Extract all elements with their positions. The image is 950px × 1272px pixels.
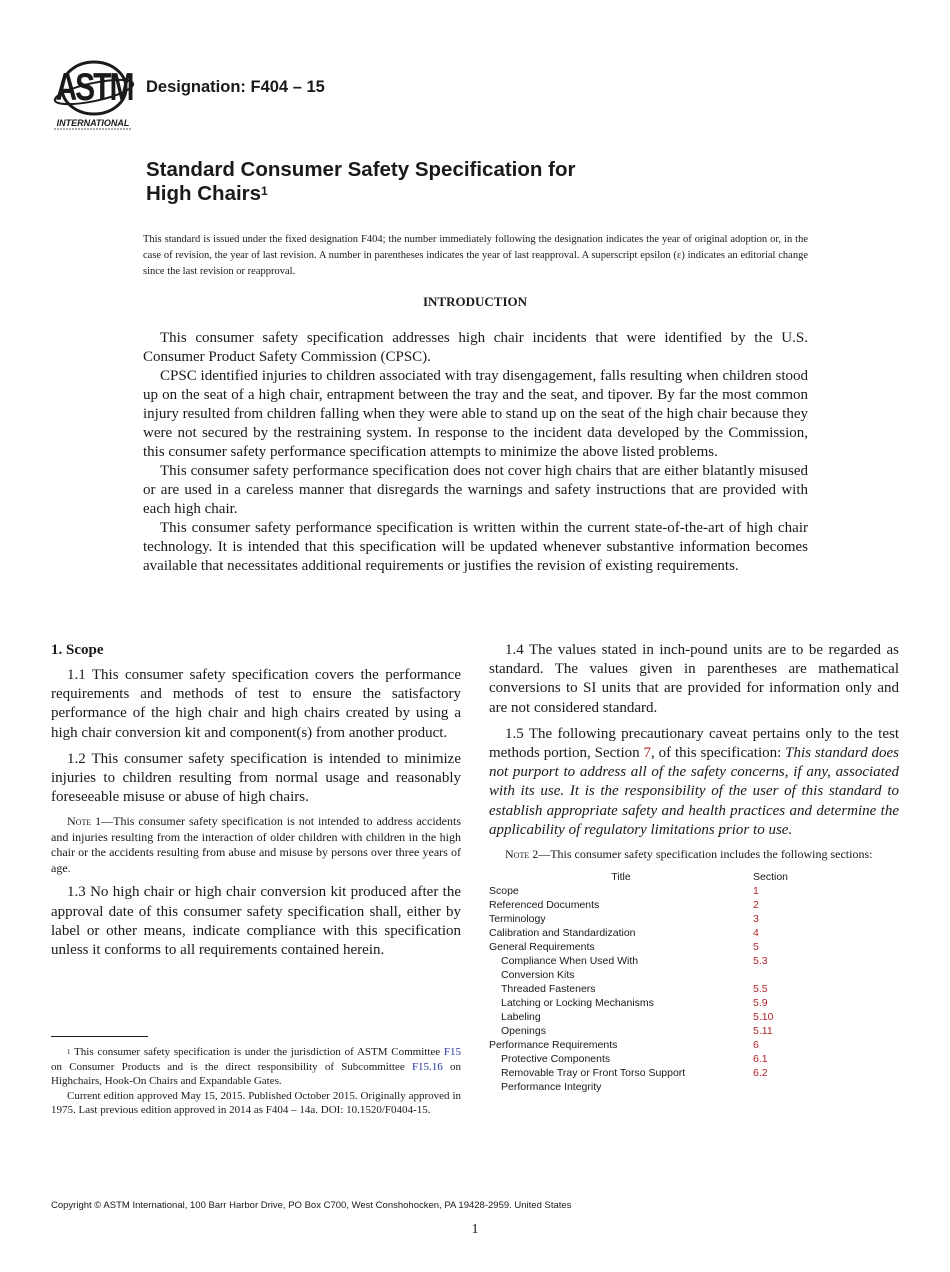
paragraph-1-1: 1.1 This consumer safety specification covers the performance requirements and methods of test to ensure the satisfactory performance of the high chair and high chairs created by using a high chair conversion kit and component(s) from another product.: [51, 667, 461, 741]
section-7-link[interactable]: 7: [643, 745, 651, 762]
section-link[interactable]: 5.11: [753, 1024, 773, 1037]
section-link[interactable]: 6.2: [753, 1066, 768, 1079]
introduction-body: [143, 329, 808, 576]
svg-text:INTERNATIONAL: INTERNATIONAL: [56, 118, 130, 128]
table-row: Performance Integrity: [501, 1080, 602, 1093]
table-row: Performance Requirements 6: [489, 1038, 759, 1051]
table-row: Latching or Locking Mechanisms 5.9: [501, 996, 768, 1009]
table-row: Protective Components 6.1: [501, 1052, 768, 1065]
title-footnote-marker[interactable]: 1: [261, 184, 268, 198]
table-row: Compliance When Used With 5.3: [501, 954, 768, 967]
table-row: Threaded Fasteners 5.5: [501, 982, 768, 995]
paragraph-1-3: 1.3 No high chair or high chair conversion kit produced after the approval date of this consumer safety specification shall, either by label or other means, indicate compliance with this specification unless it conforms to all requirements contained herein.: [51, 884, 461, 959]
svg-text:ASTM: ASTM: [55, 66, 133, 110]
footnote-divider: [51, 1036, 148, 1037]
table-row: Labeling 5.10: [501, 1010, 774, 1023]
section-link[interactable]: 6: [753, 1038, 759, 1051]
intro-paragraph: This consumer safety performance specification is written within the current state-of-the-art of high chair technology. It is intended that this specification will be updated whenever substantive information becomes available that necessitates additional requirements or justifies the revision of existing requirements.: [143, 520, 808, 574]
astm-logo: [50, 56, 136, 132]
note-2-label: Note 2: [505, 847, 539, 862]
intro-paragraph: This consumer safety performance specification does not cover high chairs that are either blatantly misused or are used in a careless manner that disregards the warnings and safety instructions that are provided with each high chair.: [143, 463, 808, 517]
safety-caveat: This standard does not purport to address all of the safety concerns, if any, associated with its use. It is the responsibility of the user of this standard to establish appropriate safety and health practices and determine the applicability of regulatory limitations prior to use.: [489, 745, 899, 838]
note-1-label: Note 1: [67, 814, 102, 829]
note-1: [51, 814, 461, 876]
page-number: 1: [471, 1222, 479, 1237]
section-heading-scope: 1. Scope: [51, 642, 104, 658]
copyright-notice: Copyright © ASTM International, 100 Barr Harbor Drive, PO Box C700, West Conshohocken, PA 19428-2959. United States: [51, 1200, 572, 1211]
astm-logo-icon: [50, 56, 136, 132]
introduction-heading: INTRODUCTION: [422, 294, 527, 309]
issuance-note: This standard is issued under the fixed designation F404; the number immediately following the designation indicates the year of original adoption or, in the case of revision, the year of last revision. A number in parentheses indicates the year of last reapproval. A superscript epsilon (ε) indicates an editorial change since the last revision or reapproval.: [143, 234, 808, 277]
note-2-text: —This consumer safety specification includes the following sections:: [538, 847, 873, 862]
section-link[interactable]: 2: [753, 898, 759, 911]
section-link[interactable]: 5.3: [753, 954, 768, 967]
paragraph-1-2: 1.2 This consumer safety specification is intended to minimize injuries to children resulting from normal usage and reasonably foreseeable misuse or abuse of high chairs.: [51, 750, 461, 806]
footnotes: [51, 1045, 461, 1118]
footnote-marker: 1: [67, 1048, 71, 1056]
title-line-2: High Chairs$^1$: [146, 182, 268, 205]
header-section: Section: [753, 870, 789, 883]
title-line-1: Standard Consumer Safety Specification for: [146, 158, 576, 181]
section-link[interactable]: 5.9: [753, 996, 768, 1009]
intro-paragraph: CPSC identified injuries to children associated with tray disengagement, falls resulting when children stood up on the seat of a high chair, entrapment between the tray and the seat, and tipover. By far the most common injury resulted from children falling when they were able to stand up on the seat of the high chair because they were not secured by the restraining system. In response to the incident data developed by the Commission, this consumer safety performance specification attempts to minimize the above listed problems.: [143, 368, 808, 460]
edition-note: Current edition approved May 15, 2015. Published October 2015. Originally approved in 1975. Last previous edition approved in 2014 as F404 – 14a. DOI: 10.1520/F0404-15.: [51, 1089, 461, 1116]
table-row: Removable Tray or Front Torso Support 6.2: [501, 1066, 768, 1079]
designation: Designation: F404 – 15: [146, 78, 325, 96]
table-row: Scope 1: [489, 884, 759, 897]
committee-f15-link[interactable]: F15: [443, 1046, 461, 1058]
section-link[interactable]: 1: [753, 884, 759, 897]
table-header: [489, 870, 899, 884]
paragraph-1-4: 1.4 The values stated in inch-pound units are to be regarded as standard. The values given in parentheses are mathematical conversions to SI units that are provided for information only and are not considered standard.: [489, 642, 899, 716]
section-link[interactable]: 5.5: [753, 982, 768, 995]
table-row: Openings 5.11: [501, 1024, 773, 1037]
table-row: General Requirements 5: [489, 940, 759, 953]
section-link[interactable]: 4: [753, 926, 759, 939]
right-column: [489, 641, 899, 1094]
section-link[interactable]: 3: [753, 912, 759, 925]
table-row: Terminology 3: [489, 912, 759, 925]
section-link[interactable]: 5.10: [753, 1010, 774, 1023]
table-row: Conversion Kits: [501, 968, 575, 981]
paragraph-1-5: 1.5 The following precautionary caveat pertains only to the test methods portion, Section 7, of this specification: This standard does not purport to address all of the safety concerns, if any, associated with its use. It is the responsibility of the user of this standard to establish appropriate safety and health practices and determine the applicability of regulatory limitations prior to use.: [489, 725, 899, 838]
table-row: Referenced Documents 2: [489, 898, 759, 911]
note-2: [489, 847, 899, 863]
header-title: Title: [611, 870, 631, 883]
footnote-1: $^1$ This consumer safety specification is under the jurisdiction of ASTM Committee F15 on Consumer Products and is the direct responsibility of Subcommittee F15.16 on Highchairs, Hook-On Chairs and Expandable Gates.: [51, 1046, 462, 1087]
note-1-text: —This consumer safety specification is not intended to address accidents and injuries resulting from the interaction of older children with children in the high chair or the accidents resulting from abuse and misuse by persons over three years of age.: [51, 814, 461, 875]
table-row: Calibration and Standardization 4: [489, 926, 759, 939]
intro-paragraph: This consumer safety specification addresses high chair incidents that were identified by the U.S. Consumer Product Safety Commission (CPSC).: [143, 330, 808, 365]
left-column: [51, 641, 461, 967]
section-link[interactable]: 6.1: [753, 1052, 768, 1065]
section-link[interactable]: 5: [753, 940, 759, 953]
document-title: [146, 158, 575, 206]
sections-table: [489, 870, 899, 1094]
subcommittee-f15-16-link[interactable]: F15.16: [411, 1060, 443, 1073]
